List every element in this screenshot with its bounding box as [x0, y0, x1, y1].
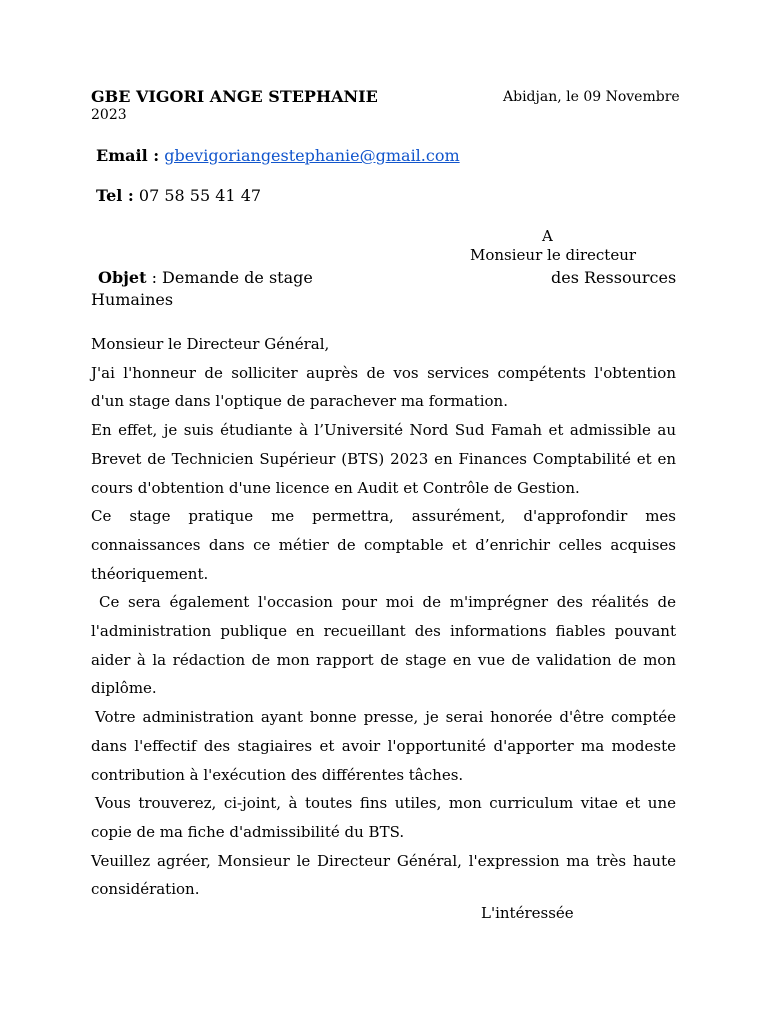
- salutation: Monsieur le Directeur Général,: [91, 335, 330, 353]
- sender-name: GBE VIGORI ANGE STEPHANIE: [91, 87, 378, 106]
- tel-number: 07 58 55 41 47: [138, 186, 262, 205]
- recipient-line3: Humaines: [91, 290, 174, 309]
- subject-text: : Demande de stage: [151, 268, 313, 287]
- paragraph-5: Votre administration ayant bonne presse, je serai honorée d'être comptée dans l'effectif des stagiaires et avoir l'opportunité d'apporter ma modeste contribution à l'exécution des différentes tâches.: [91, 708, 676, 784]
- email-link[interactable]: gbevigoriangestephanie@gmail.com: [164, 146, 460, 165]
- paragraph-6: Vous trouverez, ci-joint, à toutes fins utiles, mon curriculum vitae et une copie de ma fiche d'admissibilité du BTS.: [91, 794, 676, 841]
- signature: L'intéressée: [481, 904, 574, 922]
- email-line: [96, 146, 460, 165]
- tel-line: [96, 186, 261, 205]
- recipient-line1: Monsieur le directeur: [470, 246, 637, 264]
- recipient-line2: des Ressources: [551, 268, 677, 287]
- date-year: 2023: [91, 107, 127, 123]
- subject-line: [98, 268, 313, 287]
- subject-label: Objet: [98, 268, 147, 287]
- place-date: Abidjan, le 09 Novembre: [503, 89, 680, 105]
- recipient-a: A: [542, 227, 553, 245]
- paragraph-7: Veuillez agréer, Monsieur le Directeur Général, l'expression ma très haute considération.: [91, 851, 676, 899]
- paragraph-3: Ce stage pratique me permettra, assurément, d'approfondir mes connaissances dans ce métier de comptable et d’enrichir celles acquises théoriquement.: [91, 507, 676, 583]
- letter-body: [91, 330, 676, 904]
- paragraph-4: Ce sera également l'occasion pour moi de m'imprégner des réalités de l'administration publique en recueillant des informations fiables pouvant aider à la rédaction de mon rapport de stage en vue de validation de mon diplôme.: [91, 593, 676, 698]
- paragraph-1: J'ai l'honneur de solliciter auprès de vos services compétents l'obtention d'un stage dans l'optique de parachever ma formation.: [91, 363, 676, 411]
- paragraph-2: En effet, je suis étudiante à l’Université Nord Sud Famah et admissible au Brevet de Technicien Supérieur (BTS) 2023 en Finances Comptabilité et en cours d'obtention d'une licence en Audit et Contrôle de Gestion.: [91, 421, 676, 497]
- tel-label: Tel :: [96, 186, 134, 205]
- email-label: Email :: [96, 146, 160, 165]
